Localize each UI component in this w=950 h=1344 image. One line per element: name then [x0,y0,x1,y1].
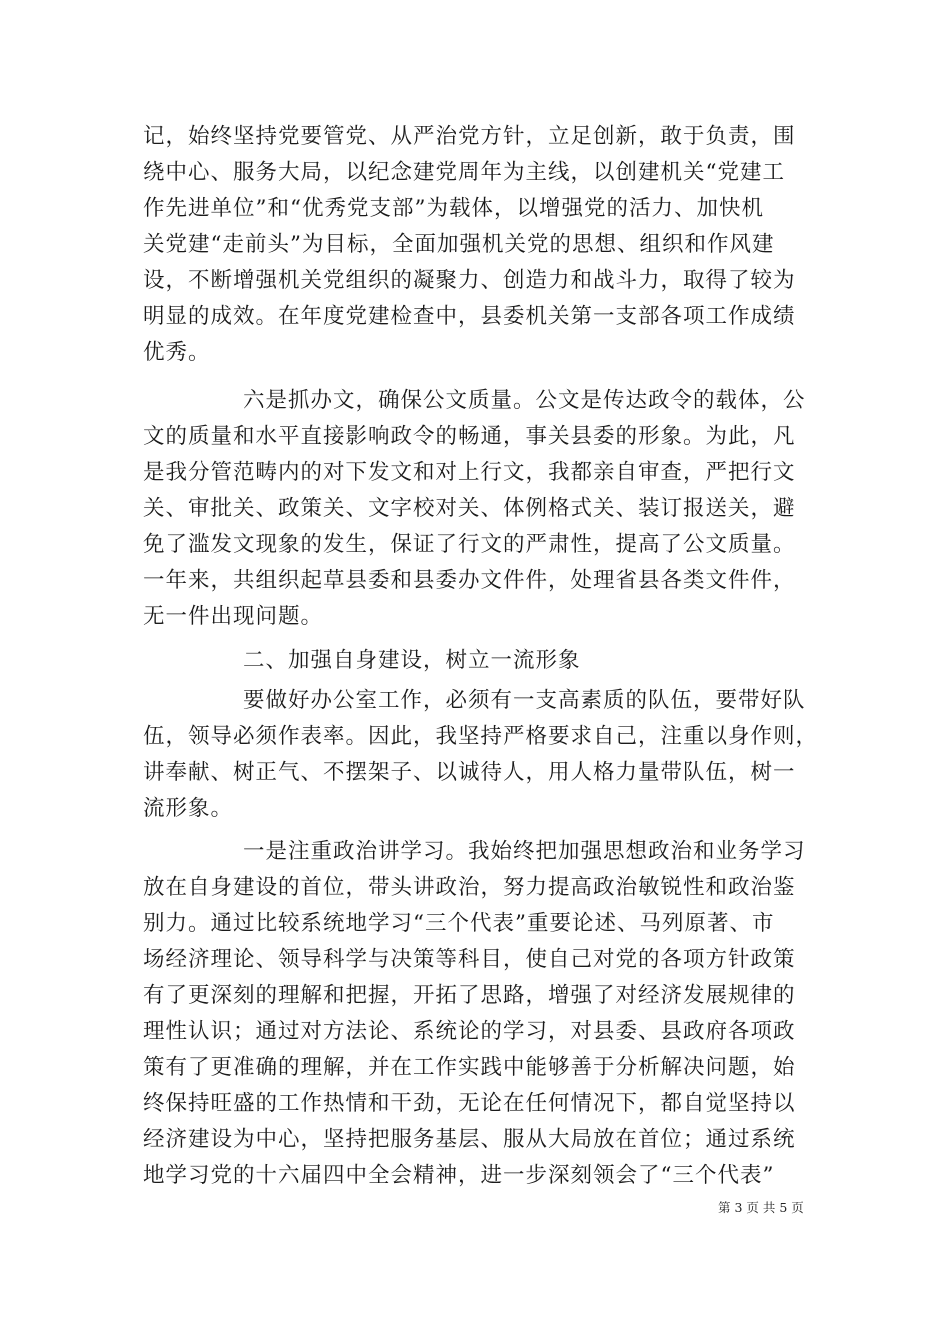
paragraph-start-line: 要做好办公室工作，必须有一支高素质的队伍，要带好队 [243,688,806,713]
section-heading: 二、加强自身建设，树立一流形象 [243,648,581,673]
text-line: 是我分管范畴内的对下发文和对上行文，我都亲自审查，严把行文 [143,460,796,485]
text-line: 场经济理论、领导科学与决策等科目，使自己对党的各项方针政策 [143,947,796,972]
text-line: 讲奉献、树正气、不摆架子、以诚待人，用人格力量带队伍，树一 [143,760,796,785]
text-line: 明显的成效。在年度党建检查中，县委机关第一支部各项工作成绩 [143,304,796,329]
text-line: 无一件出现问题。 [143,604,324,629]
text-line: 别力。通过比较系统地学习“三个代表”重要论述、马列原著、市 [143,911,775,936]
text-line: 关、审批关、政策关、文字校对关、体例格式关、装订报送关，避 [143,496,796,521]
text-line: 关党建“走前头”为目标，全面加强机关党的思想、组织和作风建 [143,232,775,257]
text-line: 绕中心、服务大局，以纪念建党周年为主线，以创建机关“党建工 [143,160,785,185]
text-line: 一年来，共组织起草县委和县委办文件件，处理省县各类文件件， [143,568,796,593]
page-number-footer: 第 3 页 共 5 页 [718,1200,804,1215]
text-line: 伍，领导必须作表率。因此，我坚持严格要求自己，注重以身作则， [143,724,819,749]
text-line: 免了滥发文现象的发生，保证了行文的严肃性，提高了公文质量。 [143,532,796,557]
text-line: 作先进单位”和“优秀党支部”为载体，以增强党的活力、加快机 [143,196,764,221]
paragraph-start-line: 六是抓办文，确保公文质量。公文是传达政令的载体，公 [243,388,806,413]
text-line: 策有了更准确的理解，并在工作实践中能够善于分析解决问题，始 [143,1055,796,1080]
text-line: 优秀。 [143,340,211,365]
text-line: 终保持旺盛的工作热情和干劲，无论在任何情况下，都自觉坚持以 [143,1091,796,1116]
text-line: 设，不断增强机关党组织的凝聚力、创造力和战斗力，取得了较为 [143,268,796,293]
text-line: 经济建设为中心，坚持把服务基层、服从大局放在首位；通过系统 [143,1127,796,1152]
text-line: 记，始终坚持党要管党、从严治党方针，立足创新，敢于负责，围 [143,124,796,149]
text-line: 文的质量和水平直接影响政令的畅通，事关县委的形象。为此，凡 [143,424,796,449]
text-line: 有了更深刻的理解和把握，开拓了思路，增强了对经济发展规律的 [143,983,796,1008]
paragraph-start-line: 一是注重政治讲学习。我始终把加强思想政治和业务学习 [243,839,806,864]
text-line: 放在自身建设的首位，带头讲政治，努力提高政治敏锐性和政治鉴 [143,875,796,900]
text-line: 地学习党的十六届四中全会精神，进一步深刻领会了“三个代表” [143,1163,775,1188]
text-line: 理性认识；通过对方法论、系统论的学习，对县委、县政府各项政 [143,1019,796,1044]
text-line: 流形象。 [143,796,234,821]
